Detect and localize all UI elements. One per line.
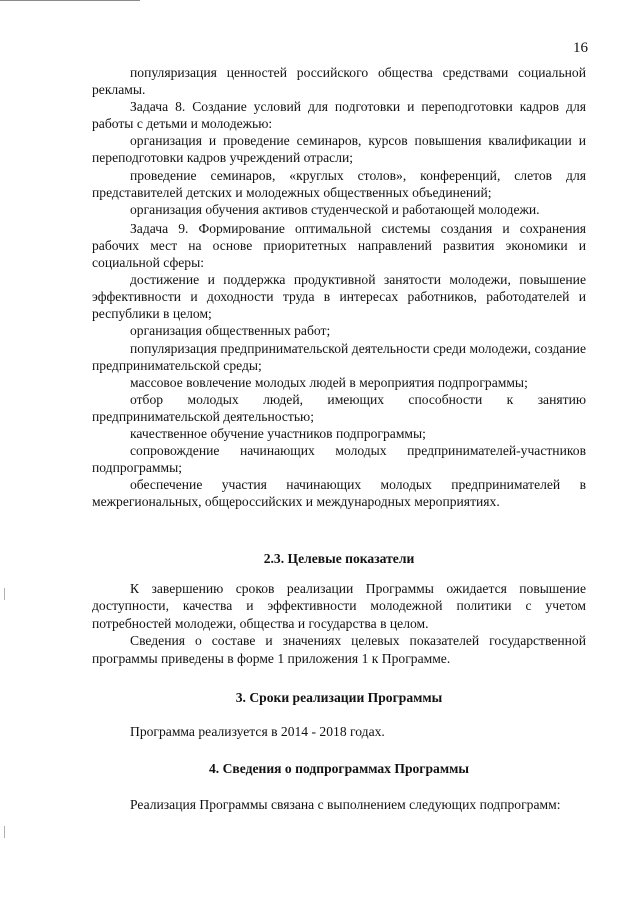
section-body <box>92 796 586 813</box>
paragraph: К завершению сроков реализации Программы ожидается повышение доступности, качества и эффективности молодежной политики с учетом потребностей молодежи, общества и государства в целом. <box>92 581 586 631</box>
section-heading: 3. Сроки реализации Программы <box>235 690 443 705</box>
list-item: популяризация ценностей российского общества средствами социальной рекламы. <box>92 65 586 98</box>
section-body <box>92 723 586 740</box>
scan-top-rule <box>0 0 140 1</box>
task-heading: Задача 9. Формирование оптимальной системы создания и сохранения рабочих мест на основе приоритетных направлений развития экономики и социальной сферы: <box>92 220 586 271</box>
list-item: проведение семинаров, «круглых столов», конференций, слетов для представителей детских и молодежных общественных объединений; <box>92 167 586 200</box>
list-item: организация и проведение семинаров, курсов повышения квалификации и переподготовки кадров учреждений отрасли; <box>92 133 586 166</box>
section-heading: 4. Сведения о подпрограммах Программы <box>209 761 469 776</box>
list-item: отбор молодых людей, имеющих способности к занятию предпринимательской деятельностью; <box>92 391 586 424</box>
task-heading: Задача 8. Создание условий для подготовки и переподготовки кадров для работы с детьми и молодежью: <box>92 99 586 132</box>
list-item: достижение и поддержка продуктивной занятости молодежи, повышение эффективности и доходности труда в интересах работников, работодателей и республики в целом; <box>92 272 586 322</box>
list-item: сопровождение начинающих молодых предпринимателей-участников подпрограммы; <box>92 443 586 476</box>
page-number: 16 <box>573 40 588 56</box>
list-item: организация общественных работ; <box>130 323 331 339</box>
margin-mark <box>4 588 5 600</box>
task-list <box>92 64 586 510</box>
list-item: качественное обучение участников подпрограммы; <box>130 425 426 441</box>
section-body <box>92 580 586 667</box>
list-item: организация обучения активов студенческой и работающей молодежи. <box>130 201 540 217</box>
paragraph: Программа реализуется в 2014 - 2018 годах. <box>130 724 385 739</box>
paragraph: Сведения о составе и значениях целевых показателей государственной программы приведены в форме 1 приложения 1 к Программе. <box>92 633 586 666</box>
list-item: популяризация предпринимательской деятельности среди молодежи, создание предпринимательской среды; <box>92 340 586 373</box>
margin-mark <box>4 826 5 838</box>
section-heading: 2.3. Целевые показатели <box>263 551 415 566</box>
paragraph: Реализация Программы связана с выполнением следующих подпрограмм: <box>130 797 561 812</box>
list-item: массовое вовлечение молодых людей в мероприятия подпрограммы; <box>130 374 528 390</box>
list-item: обеспечение участия начинающих молодых предпринимателей в межрегиональных, общероссийских и международных мероприятиях. <box>92 477 586 510</box>
